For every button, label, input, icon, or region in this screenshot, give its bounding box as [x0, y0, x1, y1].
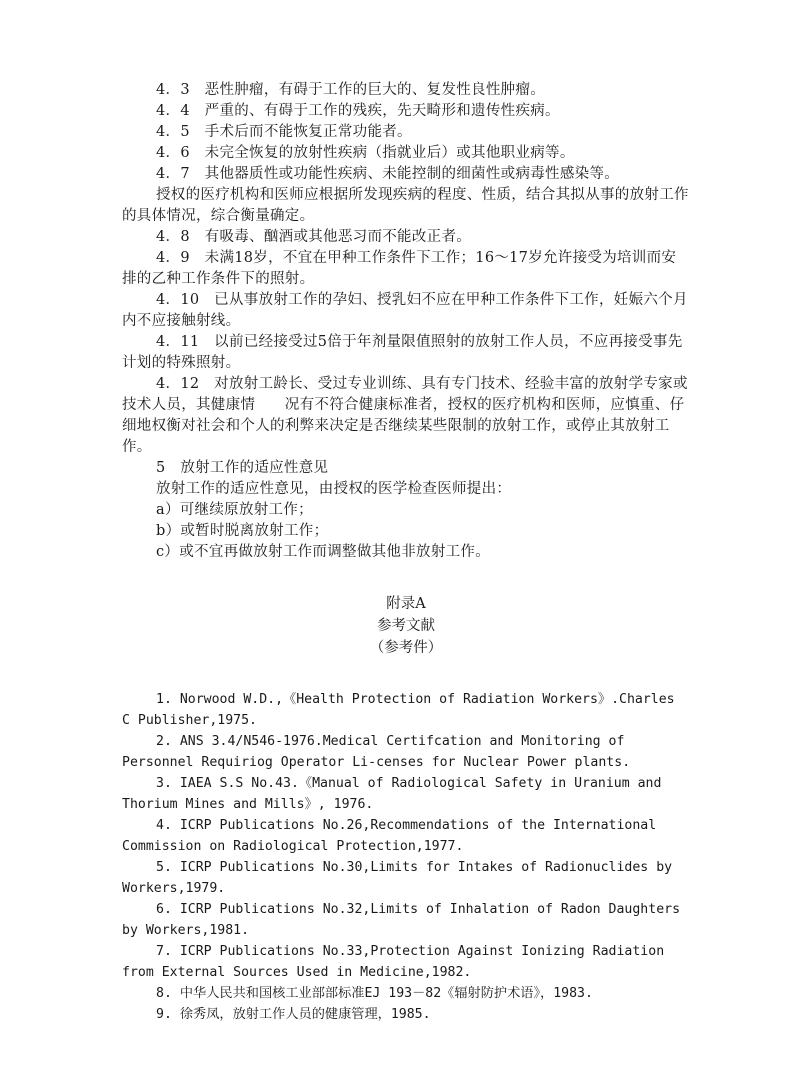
reference-item: 3. IAEA S.S No.43.《Manual of Radiological Safety in Uranium and Thorium Mines and Mills》, 1976. [122, 776, 662, 812]
reference-list [122, 689, 690, 1025]
reference-item: 5. ICRP Publications No.30,Limits for Intakes of Radionuclides by Workers,1979. [122, 860, 673, 896]
reference-item: 9. 徐秀凤，放射工作人员的健康管理，1985. [156, 1007, 431, 1022]
authorization-paragraph: 授权的医疗机构和医师应根据所发现疾病的程度、性质，结合其拟从事的放射工作的具体情况，综合衡量确定。 [122, 187, 689, 224]
body-section [122, 80, 690, 563]
clause-4-3: 4．3 恶性肿瘤，有碍于工作的巨大的、复发性良性肿瘤。 [156, 82, 546, 98]
clause-4-9: 4．9 未满18岁，不宜在甲种工作条件下工作；16～17岁允许接受为培训而安排的乙种工作条件下的照射。 [122, 250, 677, 287]
clause-4-5: 4．5 手术后而不能恢复正常功能者。 [156, 124, 412, 140]
reference-item: 8. 中华人民共和国核工业部部标准EJ 193－82《辐射防护术语》，1983. [156, 986, 593, 1001]
clause-4-12: 4．12 对放射工龄长、受过专业训练、具有专门技术、经验丰富的放射学专家或技术人员，其健康情 况有不符合健康标准者，授权的医疗机构和医师，应慎重、仔细地权衡对社会和个人的利弊来决定是否继续某些限制的放射工作，或停止其放射工作。 [122, 376, 688, 455]
section-5-heading: 5 放射工作的适应性意见 [156, 460, 329, 476]
clause-4-8: 4．8 有吸毒、酗酒或其他恶习而不能改正者。 [156, 229, 472, 245]
reference-item: 2. ANS 3.4/N546-1976.Medical Certifcation and Monitoring of Personnel Requiriog Operator Li-censes for Nuclear Power plants. [122, 734, 631, 770]
reference-item: 6. ICRP Publications No.32,Limits of Inhalation of Radon Daughters by Workers,1981. [122, 902, 681, 938]
section-5-intro: 放射工作的适应性意见，由授权的医学检查医师提出： [156, 481, 512, 497]
option-a: a）可继续原放射工作； [156, 502, 313, 518]
appendix-note: （参考件） [369, 640, 443, 656]
reference-item: 7. ICRP Publications No.33,Protection Against Ionizing Radiation from External Sources Used in Medicine,1982. [122, 944, 665, 980]
clause-4-10: 4．10 已从事放射工作的孕妇、授乳妇不应在甲种工作条件下工作，妊娠六个月内不应接触射线。 [122, 292, 688, 329]
option-c: c）或不宜再做放射工作而调整做其他非放射工作。 [156, 544, 491, 560]
appendix-title: 参考文献 [377, 618, 435, 634]
appendix-label: 附录A [386, 596, 426, 612]
option-b: b）或暂时脱离放射工作； [156, 523, 329, 539]
reference-item: 4. ICRP Publications No.26,Recommendations of the International Commission on Radiological Protection,1977. [122, 818, 657, 854]
appendix-header [122, 593, 690, 659]
reference-item: 1. Norwood W.D.,《Health Protection of Radiation Workers》.Charles C Publisher,1975. [122, 692, 675, 728]
clause-4-4: 4．4 严重的、有碍于工作的残疾，先天畸形和遗传性疾病。 [156, 103, 560, 119]
clause-4-11: 4．11 以前已经接受过5倍于年剂量限值照射的放射工作人员，不应再接受事先计划的特殊照射。 [122, 334, 683, 371]
clause-4-6: 4．6 未完全恢复的放射性疾病（指就业后）或其他职业病等。 [156, 145, 575, 161]
clause-4-7: 4．7 其他器质性或功能性疾病、未能控制的细菌性或病毒性感染等。 [156, 166, 620, 182]
